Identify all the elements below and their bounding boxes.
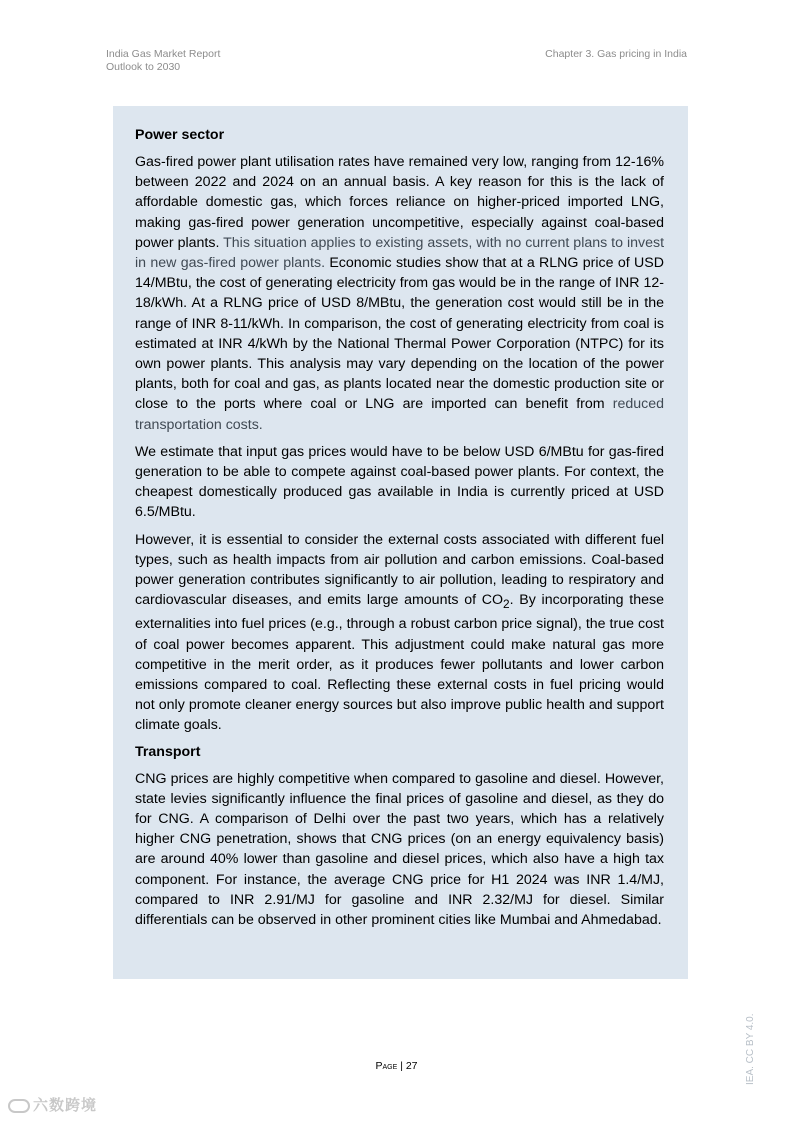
watermark-text: 六数跨境	[33, 1097, 98, 1114]
transport-paragraph-1: CNG prices are highly competitive when compared to gasoline and diesel. However, state levies significantly influence the final prices of gasoline and diesel, as they do for CNG. A comparison of Delhi over the past two years, which has a relatively higher CNG penetration, shows that CNG prices (on an energy equivalency basis) are around 40% lower than gasoline and diesel prices, which also have a high tax component. For instance, the average CNG price for H1 2024 was INR 1.4/MJ, compared to INR 2.91/MJ for gasoline and INR 2.32/MJ for diesel. Similar differentials can be observed in other prominent cities like Mumbai and Ahmedabad.	[135, 770, 664, 928]
power-sector-paragraph-2: We estimate that input gas prices would have to be below USD 6/MBtu for gas-fired generation to be able to compete against coal-based power plants. For context, the cheapest domestically produced gas available in India is currently priced at USD 6.5/MBtu.	[135, 443, 664, 521]
chapter-title: Chapter 3. Gas pricing in India	[545, 48, 687, 60]
text-run-muted: This situation applies to existing assets, with no current plans to invest in new gas-fired power plants.	[135, 234, 665, 272]
power-sector-heading: Power sector	[135, 127, 225, 143]
page-separator: |	[400, 1060, 403, 1072]
report-subtitle: Outlook to 2030	[106, 61, 181, 73]
text-run-muted: reduced transportation costs.	[135, 396, 664, 433]
watermark	[8, 1094, 97, 1115]
page-footer	[0, 1060, 793, 1072]
report-title: India Gas Market Report	[106, 48, 221, 60]
page-label: Page	[375, 1060, 398, 1072]
subscript: 2	[503, 597, 510, 612]
power-sector-paragraph-1	[135, 152, 664, 435]
license-note: IEA. CC BY 4.0.	[745, 1013, 756, 1085]
watermark-logo-icon	[8, 1099, 30, 1113]
text-run: Gas-fired power plant utilisation rates have remained very low, ranging from 12-16% between 2022 and 2024 on an annual basis. A key reason for this is the lack of affordable domestic gas, which forces reliance on higher-priced imported LNG, making gas-fired power generation uncompetitive, especially against coal-based power plants.	[135, 154, 664, 251]
text-run: However, it is essential to consider the external costs associated with different fuel types, such as health impacts from air pollution and carbon emissions. Coal-based power generation contributes significantly to air pollution, leading to respiratory and cardiovascular diseases, and emits large amounts of CO	[135, 531, 664, 609]
text-run: . By incorporating these externalities into fuel prices (e.g., through a robust carbon price signal), the true cost of coal power becomes apparent. This adjustment could make natural gas more competitive in the merit order, as it produces fewer pollutants and lower carbon emissions compared to coal. Reflecting these external costs in fuel pricing would not only promote cleaner energy sources but also improve public health and support climate goals.	[135, 592, 664, 734]
content-box	[113, 106, 688, 979]
page-number: 27	[405, 1060, 418, 1072]
power-sector-paragraph-3	[135, 530, 664, 736]
transport-heading: Transport	[135, 743, 201, 760]
text-run: Economic studies show that at a RLNG price of USD 14/MBtu, the cost of generating electricity from gas would be in the range of INR 12-18/kWh. At a RLNG price of USD 8/MBtu, the generation cost would still be in the range of INR 8-11/kWh. In comparison, the cost of generating electricity from coal is estimated at INR 4/kWh by the National Thermal Power Corporation (NTPC) for its own power plants. This analysis may vary depending on the location of the power plants, both for coal and gas, as plants located near the domestic production site or close to the ports where coal or LNG are imported can benefit from	[135, 255, 664, 413]
report-header	[106, 48, 220, 74]
